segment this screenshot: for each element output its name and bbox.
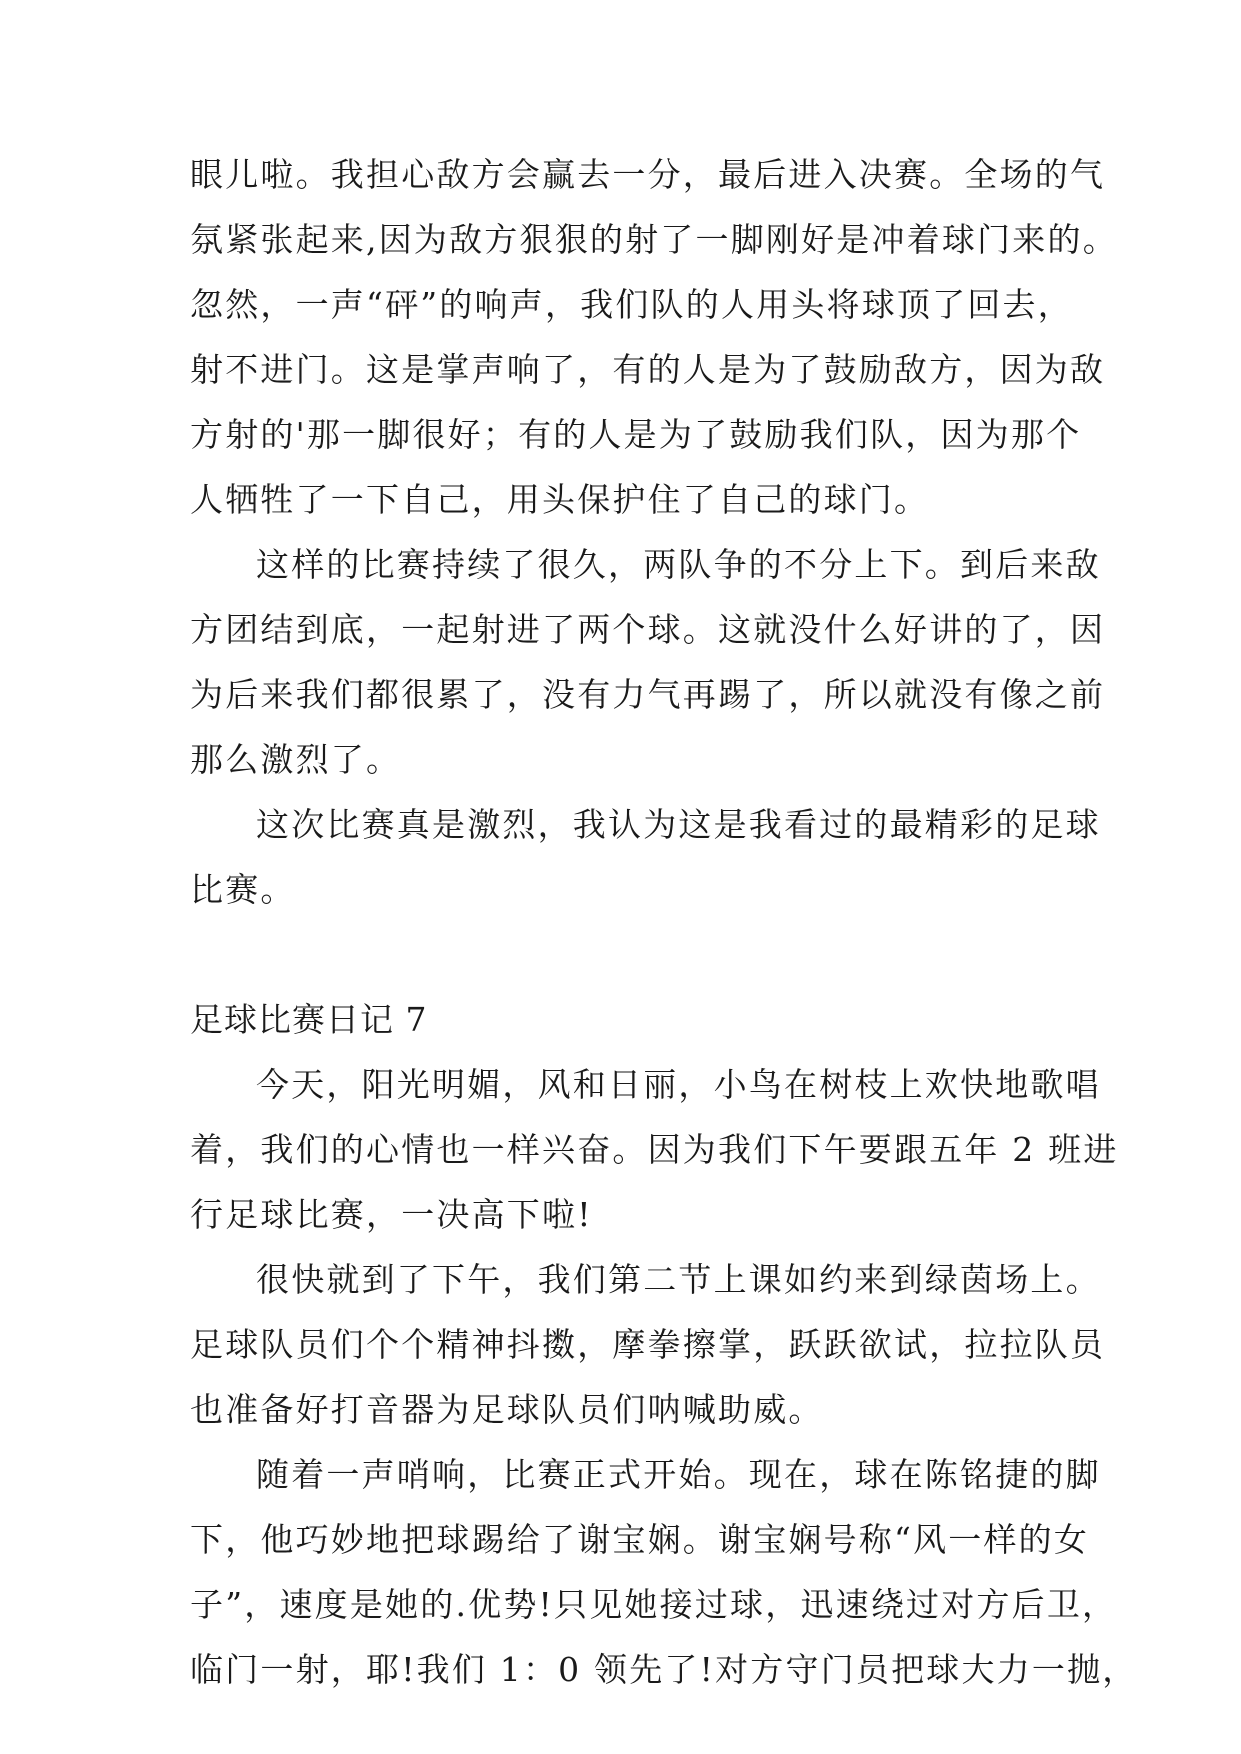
text-line: 足球队员们个个精神抖擞，摩拳擦掌，跃跃欲试，拉拉队员 bbox=[190, 1325, 1106, 1364]
paragraph-first-line: 这样的比赛持续了很久，两队争的不分上下。到后来敌 bbox=[256, 545, 1101, 584]
text-line: 方射的'那一脚很好；有的人是为了鼓励我们队，因为那个 bbox=[190, 415, 1082, 454]
text-line: 射不进门。这是掌声响了，有的人是为了鼓励敌方，因为敌 bbox=[190, 350, 1106, 389]
text-line: 也准备好打音器为足球队员们呐喊助威。 bbox=[190, 1390, 824, 1429]
text-line: 人牺牲了一下自己，用头保护住了自己的球门。 bbox=[190, 480, 930, 519]
text-line: 子”，速度是她的.优势!只见她接过球，迅速绕过对方后卫， bbox=[190, 1585, 1118, 1624]
text-line: 那么激烈了。 bbox=[190, 740, 402, 779]
text-line: 氛紧张起来,因为敌方狠狠的射了一脚刚好是冲着球门来的。 bbox=[190, 220, 1118, 259]
text-line: 行足球比赛，一决高下啦! bbox=[190, 1195, 593, 1234]
text-line: 比赛。 bbox=[190, 870, 296, 909]
paragraph-first-line: 这次比赛真是激烈，我认为这是我看过的最精彩的足球 bbox=[256, 805, 1101, 844]
paragraph-first-line: 随着一声哨响，比赛正式开始。现在，球在陈铭捷的脚 bbox=[256, 1455, 1101, 1494]
text-line: 忽然，一声“砰”的响声，我们队的人用头将球顶了回去， bbox=[190, 285, 1073, 324]
section-heading: 足球比赛日记 7 bbox=[190, 1000, 428, 1039]
text-line: 临门一射，耶!我们 1：0 领先了!对方守门员把球大力一抛， bbox=[190, 1650, 1138, 1689]
text-line: 为后来我们都很累了，没有力气再踢了，所以就没有像之前 bbox=[190, 675, 1106, 714]
text-line: 方团结到底，一起射进了两个球。这就没什么好讲的了，因 bbox=[190, 610, 1106, 649]
paragraph-first-line: 今天，阳光明媚，风和日丽，小鸟在树枝上欢快地歌唱 bbox=[256, 1065, 1101, 1104]
text-line: 着，我们的心情也一样兴奋。因为我们下午要跟五年 2 班进 bbox=[190, 1130, 1119, 1169]
text-line: 下，他巧妙地把球踢给了谢宝娴。谢宝娴号称“风一样的女 bbox=[190, 1520, 1090, 1559]
text-line: 眼儿啦。我担心敌方会赢去一分，最后进入决赛。全场的气 bbox=[190, 155, 1106, 194]
paragraph-first-line: 很快就到了下午，我们第二节上课如约来到绿茵场上。 bbox=[256, 1260, 1101, 1299]
